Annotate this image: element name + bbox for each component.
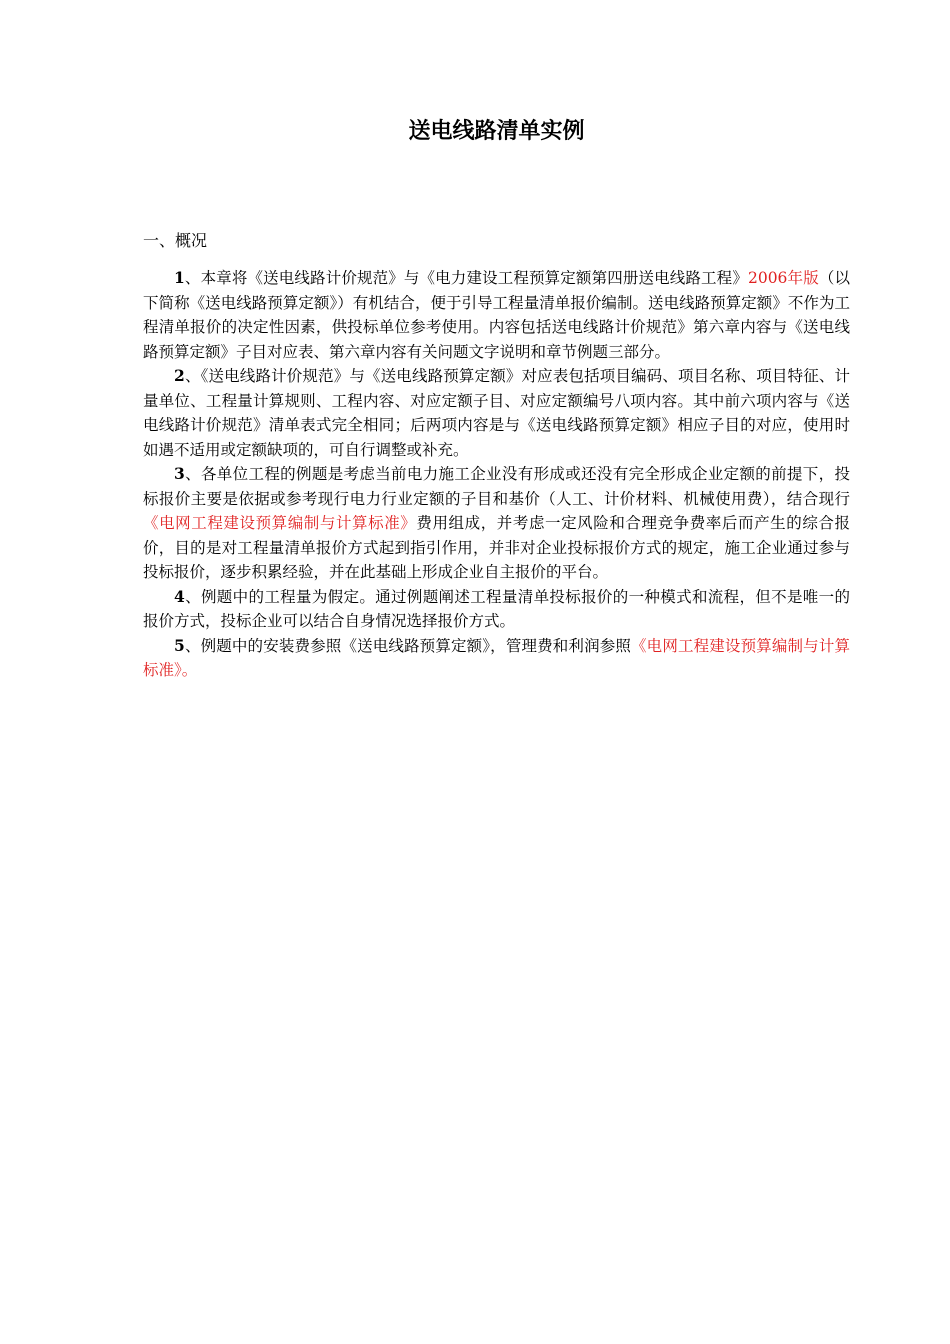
paragraph-text: 费用组成，并考虑一定风险和合理竞争费率后而产生的综合报价，目的是对工程量清单报价方式起到指引作用，并非对企业投标报价方式的规定，施工企业通过参与投标报价，逐步积累经验，并在此基础上形成企业自主报价的平台。	[143, 514, 850, 581]
highlighted-text: 《电网工程建设预算编制与计算标准》。	[143, 636, 850, 679]
highlighted-text: 2006年版	[747, 269, 819, 287]
paragraph-number: 4	[174, 586, 185, 606]
paragraph-text: （以下简称《送电线路预算定额》）有机结合，便于引导工程量清单报价编制。送电线路预算定额》不作为工程清单报价的决定性因素，供投标单位参考使用。内容包括送电线路计价规范》第六章内容与《送电线路预算定额》子目对应表、第六章内容有关问题文字说明和章节例题三部分。	[143, 269, 850, 361]
document-body	[143, 266, 850, 683]
paragraph-5	[143, 634, 850, 683]
paragraph-3	[143, 462, 850, 585]
paragraph-number: 3	[174, 464, 185, 483]
paragraph-text: 、本章将《送电线路计价规范》与《电力建设工程预算定额第四册送电线路工程》	[184, 269, 748, 287]
paragraph-number: 2	[174, 366, 185, 385]
paragraph-4	[143, 585, 850, 634]
paragraph-text: 、例题中的安装费参照《送电线路预算定额》，管理费和利润参照	[184, 636, 632, 655]
paragraph-2	[143, 364, 850, 462]
paragraph-text: 、例题中的工程量为假定。通过例题阐述工程量清单投标报价的一种模式和流程，但不是唯一的报价方式，投标企业可以结合自身情况选择报价方式。	[143, 587, 850, 630]
document-title: 送电线路清单实例	[408, 119, 585, 144]
highlighted-text: 《电网工程建设预算编制与计算标准》	[143, 514, 417, 532]
paragraph-text: 、各单位工程的例题是考虑当前电力施工企业没有形成或还没有完全形成企业定额的前提下，投标报价主要是依据或参考现行电力行业定额的子目和基价（人工、计价材料、机械使用费），结合现行	[143, 465, 850, 508]
paragraph-number: 5	[174, 635, 185, 655]
section-heading: 一、概况	[143, 231, 208, 250]
paragraph-1	[143, 266, 850, 364]
paragraph-text: 、《送电线路计价规范》与《送电线路预算定额》对应表包括项目编码、项目名称、项目特征、计量单位、工程量计算规则、工程内容、对应定额子目、对应定额编号八项内容。其中前六项内容与《送电线路计价规范》清单表式完全相同；后两项内容是与《送电线路预算定额》相应子目的对应，使用时如遇不适用或定额缺项的，可自行调整或补充。	[143, 367, 850, 459]
paragraph-number: 1	[174, 268, 185, 287]
